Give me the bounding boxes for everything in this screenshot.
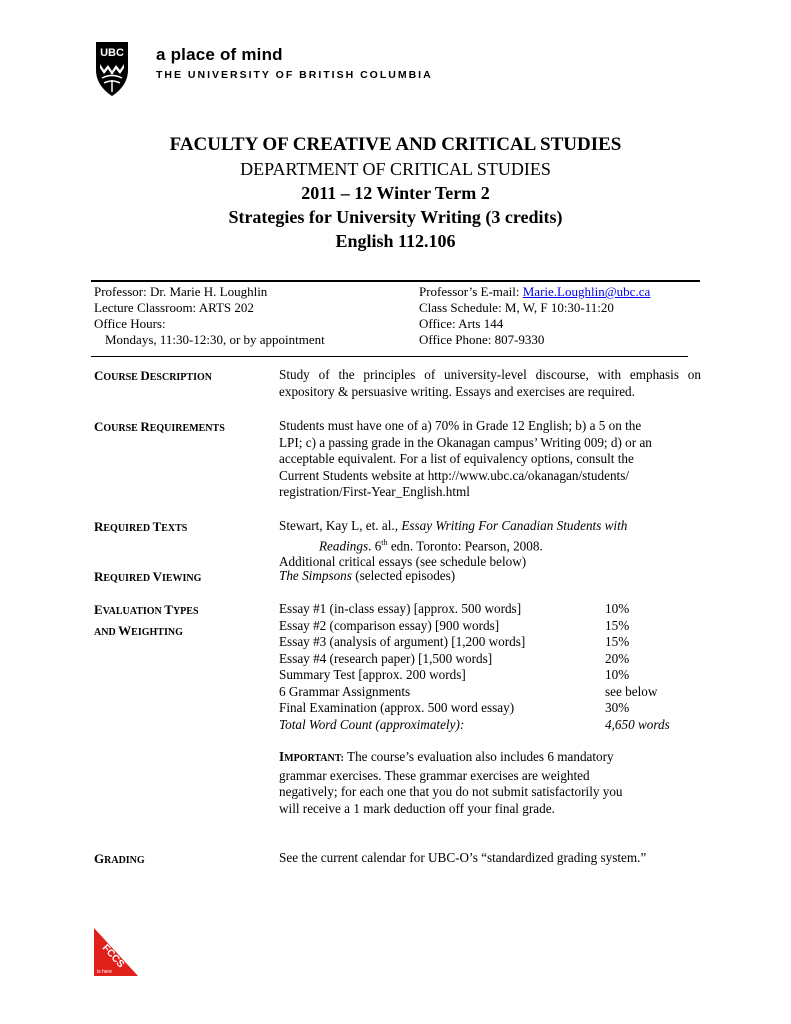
grading-text: See the current calendar for UBC-O’s “standardized grading system.” [279, 850, 647, 865]
evaluation-row: Essay #3 (analysis of argument) [1,200 words] 15% [279, 634, 630, 649]
evaluation-table [279, 601, 670, 733]
fccs-badge-text: FCCS [99, 942, 127, 971]
fccs-badge-subtext: is here [97, 969, 113, 975]
lecture-classroom: Lecture Classroom: ARTS 202 [94, 300, 254, 315]
title-block [0, 133, 791, 253]
department-title: DEPARTMENT OF CRITICAL STUDIES [240, 159, 551, 179]
office-location: Office: Arts 144 [419, 316, 504, 331]
professor-name: Professor: Dr. Marie H. Loughlin [94, 284, 268, 299]
required-texts-label: REQUIRED TEXTS [94, 519, 188, 534]
required-viewing-text: The Simpsons (selected episodes) [279, 568, 456, 583]
ubc-logo-text: UBC [100, 47, 124, 59]
evaluation-row: 6 Grammar Assignments see below [279, 683, 658, 699]
evaluation-row: Essay #2 (comparison essay) [900 words] 15% [279, 617, 630, 633]
office-hours: Mondays, 11:30-12:30, or by appointment [105, 332, 325, 347]
course-requirements-text: Students must have one of a) 70% in Grade 12 English; b) a 5 on the LPI; c) a passing grade in the Okanagan campus’ Writing 009; d) or an acceptable equivalent. For a list of equivalency options, consult the Current Students website at http://www.ubc.ca/okanagan/students/ registration/First-Year_English.html [279, 418, 652, 499]
email-link[interactable]: Marie.Loughlin@ubc.ca [522, 284, 651, 299]
info-left-column [94, 284, 325, 348]
evaluation-row: Final Examination (approx. 500 word essay) 30% [279, 700, 630, 715]
email-line [419, 284, 650, 300]
email-label: Professor’s E-mail: [419, 284, 523, 299]
evaluation-row: Essay #4 (research paper) [1,500 words] 20% [279, 650, 630, 666]
required-texts-text: Stewart, Kay L, et. al., Essay Writing For Canadian Students with Readings. 6th edn. Toronto: Pearson, 2008. Additional critical essays (see schedule below) [279, 518, 628, 570]
faculty-title: FACULTY OF CREATIVE AND CRITICAL STUDIES [169, 134, 622, 155]
course-name-title: Strategies for University Writing (3 credits) [228, 207, 563, 227]
office-hours-label: Office Hours: [94, 316, 166, 331]
university-name: THE UNIVERSITY OF BRITISH COLUMBIA [156, 69, 433, 81]
class-schedule: Class Schedule: M, W, F 10:30-11:20 [419, 300, 614, 315]
evaluation-row: Summary Test [approx. 200 words] 10% [279, 667, 630, 682]
required-viewing-label: REQUIRED VIEWING [94, 569, 202, 584]
fccs-badge [90, 926, 140, 983]
ubc-logo [94, 40, 130, 103]
evaluation-label: EVALUATION TYPES AND WEIGHTING [94, 602, 199, 638]
info-divider [91, 356, 688, 357]
course-code-title: English 112.106 [335, 231, 456, 251]
course-description-label: COURSE DESCRIPTION [94, 368, 212, 383]
top-divider [91, 280, 700, 282]
course-description-text: Study of the principles of university-level discourse, with emphasis on expository & persuasive writing. Essays and exercises are required. [279, 367, 701, 399]
course-requirements-label: COURSE REQUIREMENTS [94, 419, 225, 434]
office-phone: Office Phone: 807-9330 [419, 332, 545, 347]
grading-label: GRADING [94, 851, 145, 866]
tagline: a place of mind [156, 45, 283, 64]
important-note: IMPORTANT: The course’s evaluation also includes 6 mandatory grammar exercises. These grammar exercises are weighted negatively; for each one that you do not submit satisfactorily you will receive a 1 mark deduction off your final grade. [279, 749, 623, 816]
evaluation-row: Essay #1 (in-class essay) [approx. 500 words] 10% [279, 601, 630, 616]
term-title: 2011 – 12 Winter Term 2 [301, 183, 490, 203]
evaluation-total-row: Total Word Count (approximately): 4,650 words [279, 716, 670, 732]
info-right-column [419, 284, 650, 348]
